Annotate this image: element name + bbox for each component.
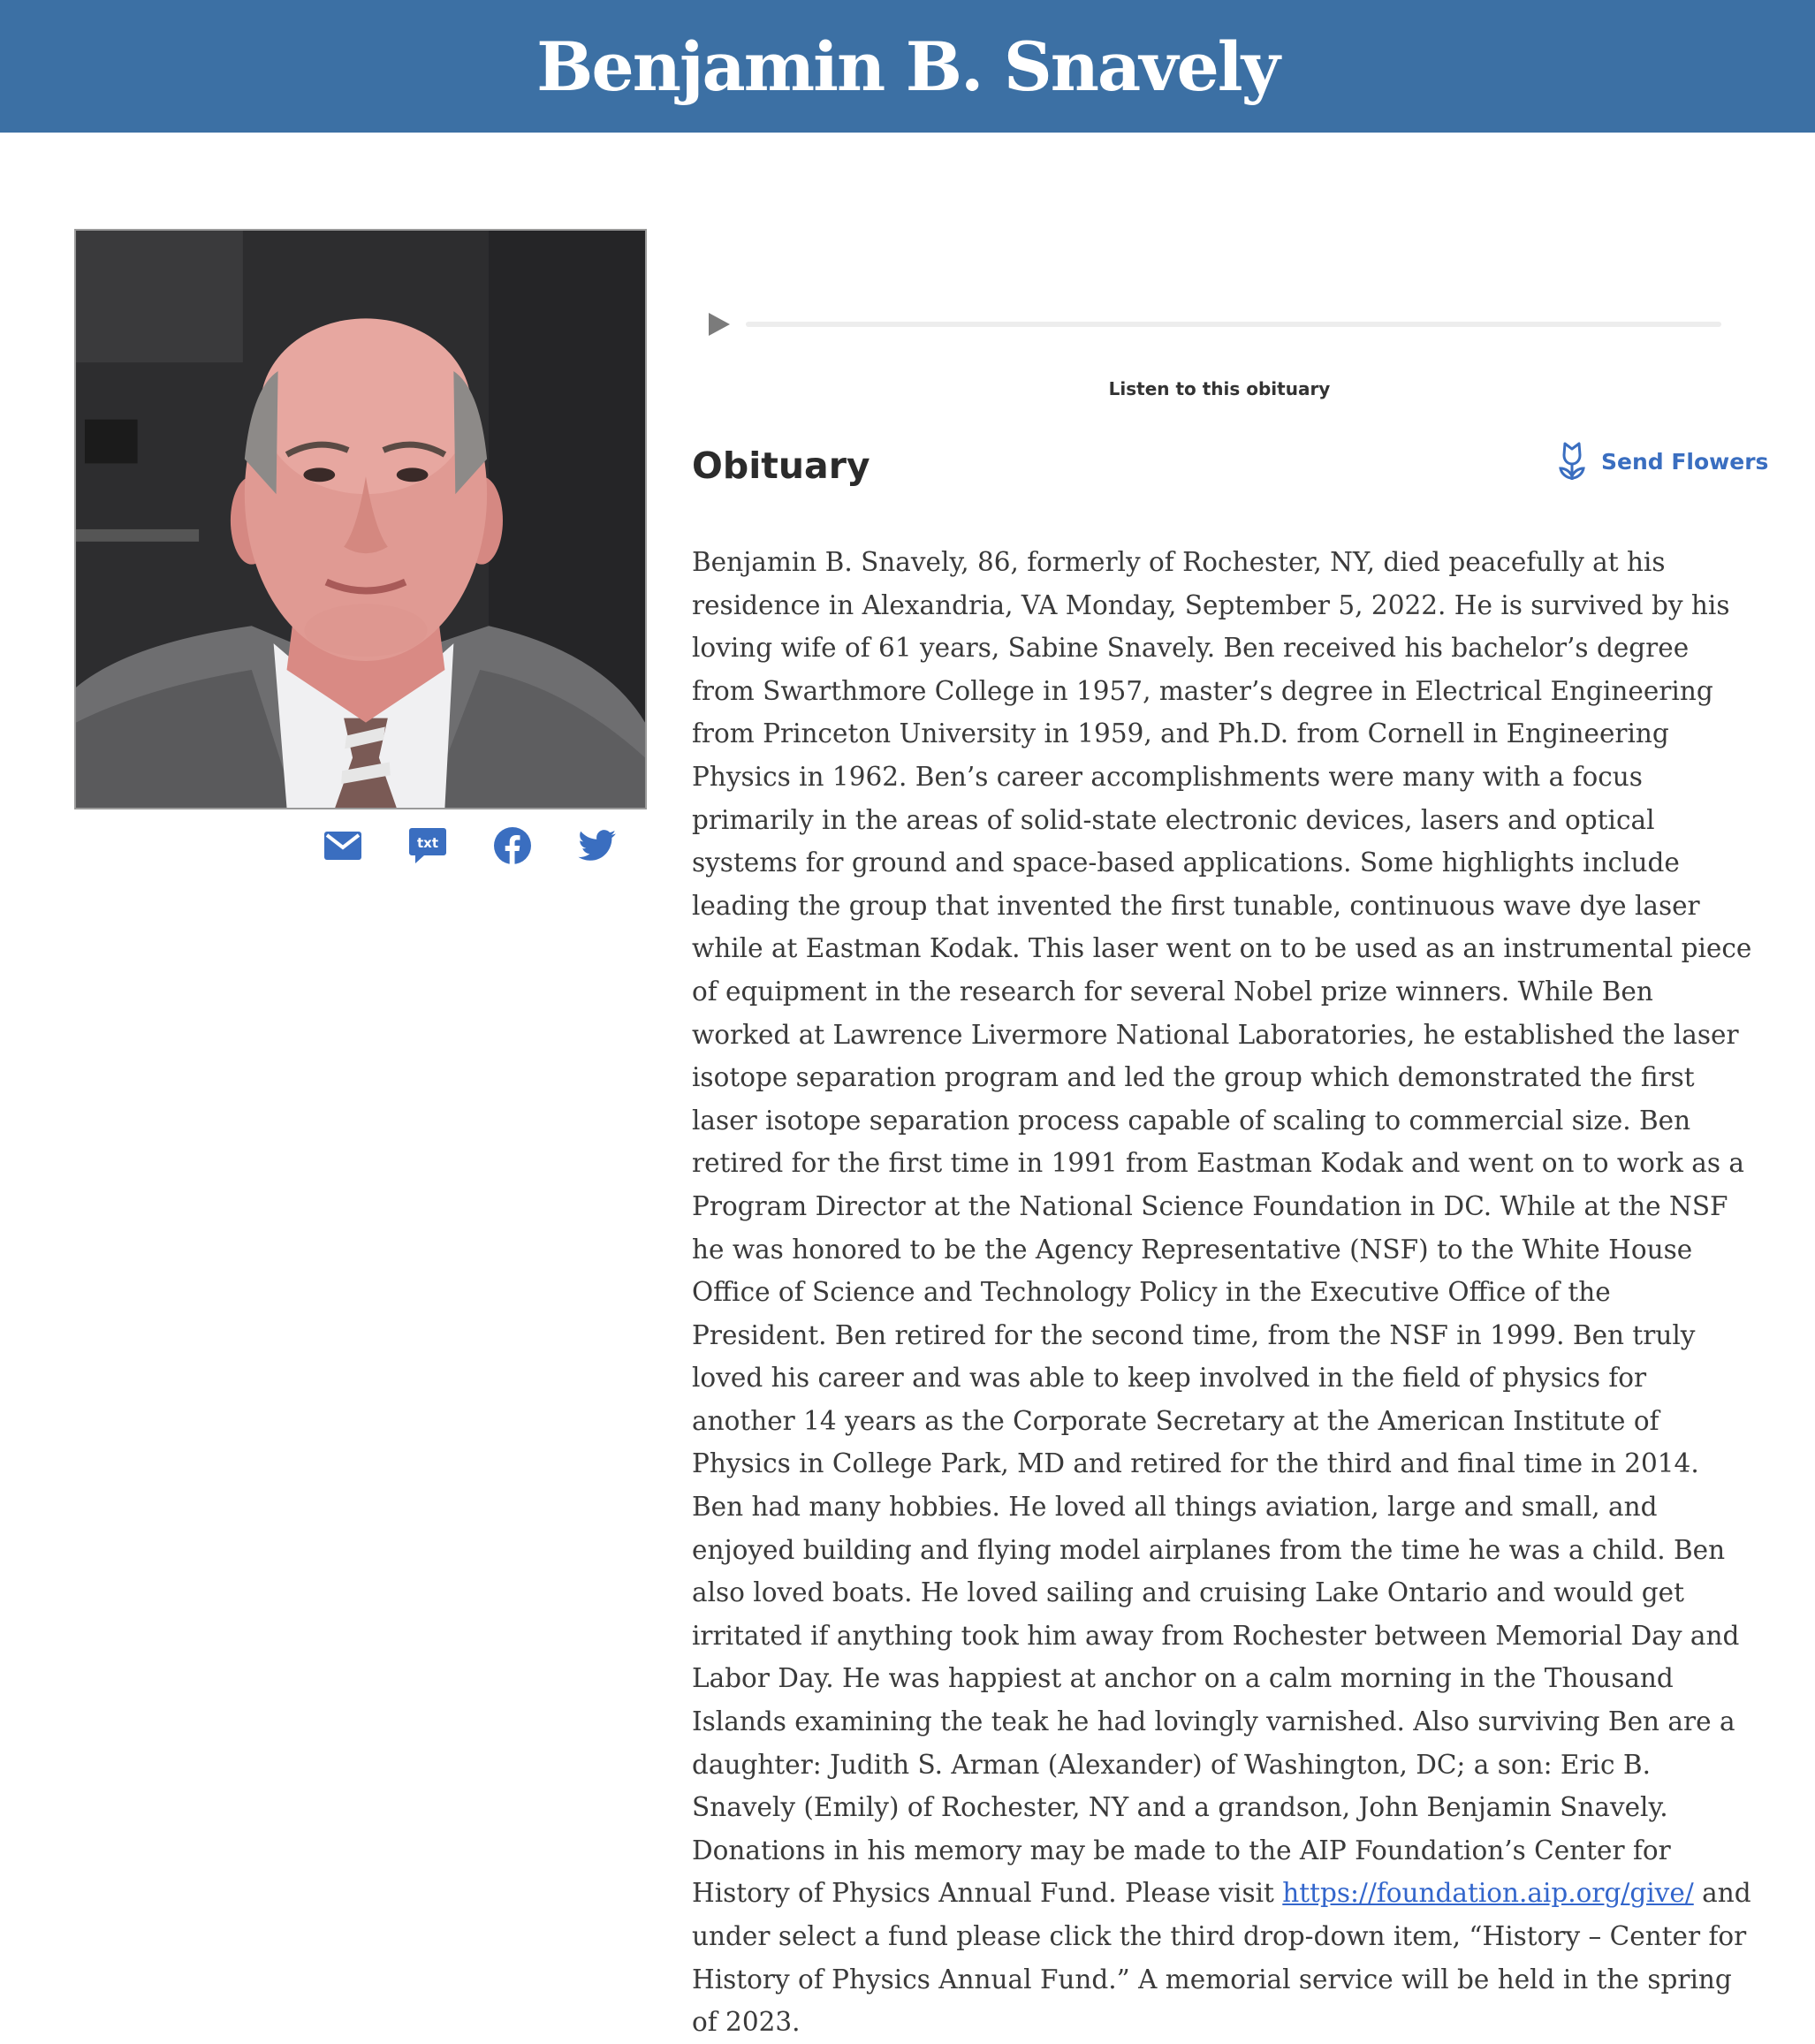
audio-progress-track[interactable] bbox=[746, 322, 1721, 327]
page-header bbox=[0, 0, 1815, 133]
obituary-body bbox=[692, 541, 1752, 2044]
email-icon[interactable] bbox=[318, 822, 368, 870]
audio-player bbox=[703, 306, 1724, 343]
text-message-icon[interactable] bbox=[403, 822, 452, 870]
twitter-icon[interactable] bbox=[573, 822, 622, 870]
obituary-heading: Obituary bbox=[692, 445, 870, 487]
portrait-photo bbox=[74, 229, 647, 809]
send-flowers-button[interactable] bbox=[1557, 439, 1768, 483]
listen-label: Listen to this obituary bbox=[1108, 378, 1331, 399]
share-bar bbox=[318, 822, 622, 870]
send-flowers-label: Send Flowers bbox=[1601, 448, 1769, 475]
flower-icon bbox=[1557, 441, 1587, 482]
facebook-icon[interactable] bbox=[488, 822, 537, 870]
txt-label: txt bbox=[416, 835, 439, 851]
donation-link[interactable]: https://foundation.aip.org/give/ bbox=[1282, 1878, 1694, 1909]
obituary-text-part-2: and under select a fund please click the third drop-down item, “History – Center for History of Physics Annual Fund.” A memorial service will be held in the spring of 2023. bbox=[692, 1878, 1751, 2038]
deceased-name: Benjamin B. Snavely bbox=[536, 27, 1279, 106]
play-icon[interactable] bbox=[703, 309, 733, 339]
obituary-text-part-1: Benjamin B. Snavely, 86, formerly of Rochester, NY, died peacefully at his residence in Alexandria, VA Monday, September 5, 2022. He is survived by his loving wife of 61 years, Sabine Snavely. Ben received his bachelor’s degree from Swarthmore College in 1957, master’s degree in Electrical Engineering from Princeton University in 1959, and Ph.D. from Cornell in Engineering Physics in 1962. Ben’s career accomplishments were many with a focus primarily in the areas of solid-state electronic devices, lasers and optical systems for ground and space-based applications. Some highlights include leading the group that invented the first tunable, continuous wave dye laser while at Eastman Kodak. This laser went on to be used as an instrumental piece of equipment in the research for several Nobel prize winners. While Ben worked at Lawrence Livermore National Laboratories, he established the laser isotope separation program and led the group which demonstrated the first laser isotope separation process capable of scaling to commercial size. Ben retired for the first time in 1991 from Eastman Kodak and went on to work as a Program Director at the National Science Foundation in DC. While at the NSF he was honored to be the Agency Representative (NSF) to the White House Office of Science and Technology Policy in the Executive Office of the President. Ben retired for the second time, from the NSF in 1999. Ben truly loved his career and was able to keep involved in the field of physics for another 14 years as the Corporate Secretary at the American Institute of Physics in College Park, MD and retired for the third and final time in 2014. Ben had many hobbies. He loved all things aviation, large and small, and enjoyed building and flying model airplanes from the time he was a child. Ben also loved boats. He loved sailing and cruising Lake Ontario and would get irritated if anything took him away from Rochester between Memorial Day and Labor Day. He was happiest at anchor on a calm morning in the Thousand Islands examining the teak he had lovingly varnished. Also surviving Ben are a daughter: Judith S. Arman (Alexander) of Washington, DC; a son: Eric B. Snavely (Emily) of Rochester, NY and a grandson, John Benjamin Snavely. Donations in his memory may be made to the AIP Foundation’s Center for History of Physics Annual Fund. Please visit bbox=[692, 547, 1752, 1909]
